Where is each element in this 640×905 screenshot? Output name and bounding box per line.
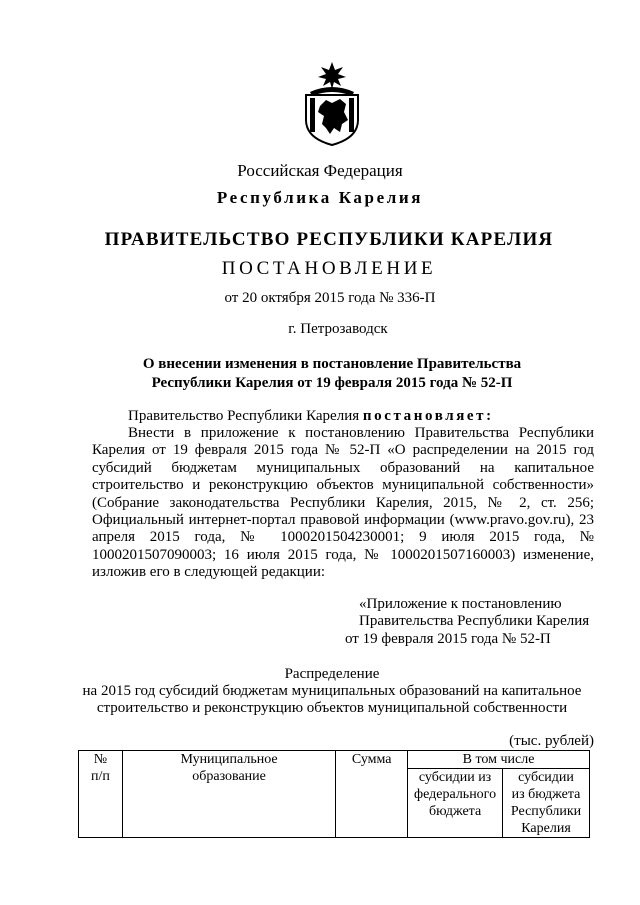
header-number-line-2: п/п: [90, 769, 110, 784]
subject-line-1: О внесении изменения в постановление Правительства: [142, 356, 522, 372]
header-republic-line-3: Республики: [510, 804, 582, 819]
document-city: г. Петрозаводск: [288, 321, 388, 337]
document-type: ПОСТАНОВЛЕНИЕ: [221, 258, 437, 279]
header-republic-line-1: субсидии: [518, 770, 574, 785]
distribution-heading: [12, 666, 640, 717]
intro-prefix: Правительство Республики Карелия: [128, 408, 363, 424]
header-republic-line-2: из бюджета: [511, 787, 581, 802]
header-republic-subsidy: [503, 769, 590, 838]
intro-decree-word: постановляет:: [362, 408, 494, 424]
government-title: ПРАВИТЕЛЬСТВО РЕСПУБЛИКИ КАРЕЛИЯ: [104, 229, 554, 250]
document-subject: [12, 355, 640, 393]
header-number: [79, 751, 123, 838]
distribution-table: [78, 750, 590, 838]
header-federal-line-2: федерального: [414, 787, 497, 802]
subject-line-2: Республики Карелия от 19 февраля 2015 года № 52-П: [151, 375, 513, 391]
header-municipality-line-1: Муниципальное: [180, 752, 278, 767]
distribution-line-1: на 2015 год субсидий бюджетам муниципальных образований на капитальное: [82, 683, 582, 699]
header-number-line-1: №: [93, 752, 108, 767]
table-header-row: [79, 751, 590, 769]
header-federal-subsidy: [408, 769, 503, 838]
document-date: от 20 октября 2015 года № 336-П: [224, 290, 436, 306]
intro-paragraph: [92, 408, 594, 425]
header-federal-line-1: субсидии из: [418, 770, 492, 785]
karelia-coat-of-arms-icon: [296, 62, 368, 146]
distribution-line-2: строительство и реконструкцию объектов муниципальной собственности: [96, 700, 568, 716]
header-including: В том числе: [408, 751, 590, 769]
table-unit: (тыс. рублей): [509, 733, 594, 749]
main-paragraph: Внести в приложение к постановлению Правительства Республики Карелия от 19 февраля 2015 года № 52-П «О распределении на 2015 год субсидий бюджетам муниципальных образований на капитальное строительство и реконструкцию объектов муниципальной собственности» (Собрание законодательства Республики Карелия, 2015, № 2, ст. 256; Официальный интернет-портал правовой информации (www.pravo.gov.ru), 23 апреля 2015 года, № 1000201504230001; 9 июля 2015 года, № 1000201507090003; 16 июля 2015 года, № 1000201507160003) изменение, изложив его в следующей редакции:: [92, 425, 594, 581]
federation-label: Российская Федерация: [237, 161, 403, 180]
header-municipality: [122, 751, 335, 838]
header-municipality-line-2: образование: [192, 769, 266, 784]
republic-label: Республика Карелия: [216, 188, 424, 207]
appendix-line-3: от 19 февраля 2015 года № 52-П: [345, 630, 551, 647]
appendix-line-2: Правительства Республики Карелия: [359, 613, 590, 630]
header-federal-line-3: бюджета: [428, 804, 482, 819]
header-sum: Сумма: [336, 751, 408, 838]
appendix-reference: [345, 596, 589, 648]
distribution-title: Распределение: [284, 666, 380, 682]
appendix-line-1: «Приложение к постановлению: [359, 596, 562, 612]
header-republic-line-4: Карелия: [521, 821, 571, 836]
